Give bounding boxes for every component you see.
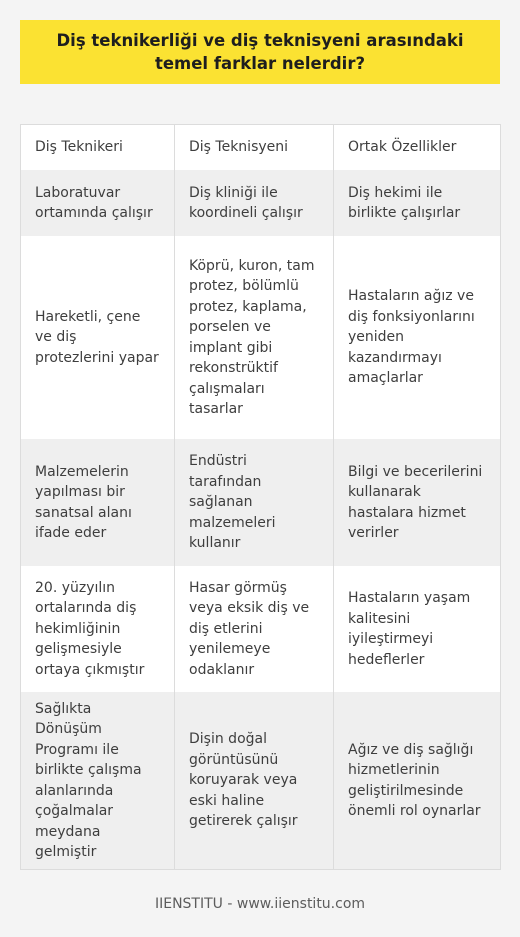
comparison-table bbox=[20, 124, 501, 870]
table-row bbox=[21, 692, 501, 870]
table-header-row bbox=[21, 125, 501, 171]
footer-credit: IIENSTITU - www.iienstitu.com bbox=[154, 896, 366, 912]
table-cell: Laboratuvar ortamında çalışır bbox=[21, 170, 175, 236]
page-title: Diş teknikerliği ve diş teknisyeni arasındaki temel farklar nelerdir? bbox=[56, 31, 464, 73]
table-cell: Malzemelerin yapılması bir sanatsal alanı ifade eder bbox=[21, 439, 175, 566]
table-cell: Hastaların yaşam kalitesini iyileştirmeyi hedeflerler bbox=[334, 566, 501, 692]
comparison-table-container bbox=[20, 124, 500, 870]
table-row bbox=[21, 236, 501, 439]
table-cell: Dişin doğal görüntüsünü koruyarak veya eski haline getirerek çalışır bbox=[175, 692, 334, 870]
table-cell: Hastaların ağız ve diş fonksiyonlarını yeniden kazandırmayı amaçlarlar bbox=[334, 236, 501, 439]
table-cell: Sağlıkta Dönüşüm Programı ile birlikte çalışma alanlarında çoğalmalar meydana gelmiştir bbox=[21, 692, 175, 870]
table-cell: Hareketli, çene ve diş protezlerini yapar bbox=[21, 236, 175, 439]
table-cell: Diş kliniği ile koordineli çalışır bbox=[175, 170, 334, 236]
table-cell: 20. yüzyılın ortalarında diş hekimliğinin gelişmesiyle ortaya çıkmıştır bbox=[21, 566, 175, 692]
column-header-ortak-ozellikler: Ortak Özellikler bbox=[334, 125, 501, 171]
table-row bbox=[21, 566, 501, 692]
table-cell: Endüstri tarafından sağlanan malzemeleri kullanır bbox=[175, 439, 334, 566]
table-cell: Köprü, kuron, tam protez, bölümlü protez, kaplama, porselen ve implant gibi rekonstrüktif çalışmaları tasarlar bbox=[175, 236, 334, 439]
column-header-dis-teknikeri: Diş Teknikeri bbox=[21, 125, 175, 171]
table-cell: Bilgi ve becerilerini kullanarak hastalara hizmet verirler bbox=[334, 439, 501, 566]
table-cell: Ağız ve diş sağlığı hizmetlerinin geliştirilmesinde önemli rol oynarlar bbox=[334, 692, 501, 870]
column-header-dis-teknisyeni: Diş Teknisyeni bbox=[175, 125, 334, 171]
table-row bbox=[21, 170, 501, 236]
table-cell: Diş hekimi ile birlikte çalışırlar bbox=[334, 170, 501, 236]
table-cell: Hasar görmüş veya eksik diş ve diş etlerini yenilemeye odaklanır bbox=[175, 566, 334, 692]
table-row bbox=[21, 439, 501, 566]
title-banner bbox=[20, 20, 500, 84]
